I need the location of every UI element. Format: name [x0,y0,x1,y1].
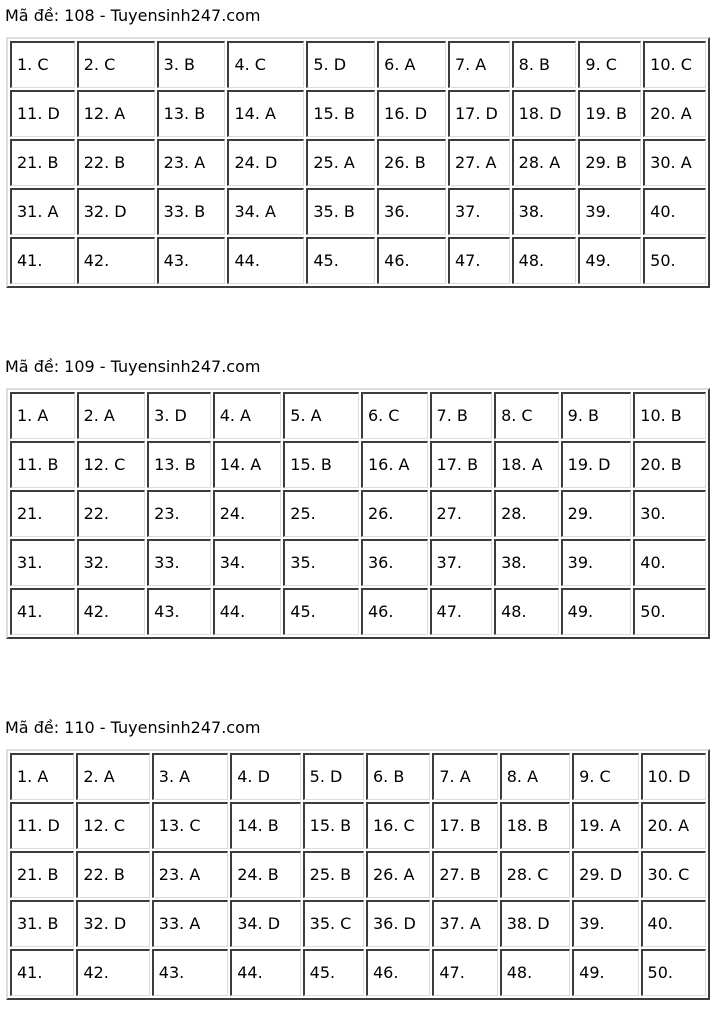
answer-cell: 24. D [227,139,304,186]
answer-cell: 19. A [572,802,638,849]
answer-cell: 29. D [572,851,638,898]
table-row [10,139,706,186]
table-row [10,41,706,88]
answer-cell: 47. [448,237,510,284]
answer-cell: 2. A [76,753,149,800]
answer-cell: 5. D [303,753,364,800]
answer-cell: 28. A [512,139,577,186]
answer-cell: 15. B [303,802,364,849]
answer-cell: 29. [561,490,632,537]
answer-cell: 28. [494,490,559,537]
answer-cell: 19. B [578,90,641,137]
answer-cell: 50. [641,949,706,996]
answer-cell: 11. D [10,90,75,137]
answer-cell: 49. [572,949,638,996]
answer-cell: 3. B [157,41,226,88]
answer-cell: 18. A [494,441,559,488]
answer-cell: 48. [512,237,577,284]
answer-cell: 5. D [306,41,375,88]
answer-cell: 21. B [10,851,74,898]
answer-cell: 41. [10,237,75,284]
answer-cell: 9. C [578,41,641,88]
answer-cell: 20. B [633,441,706,488]
answer-cell: 45. [283,588,359,635]
answer-cell: 6. A [377,41,446,88]
answer-cell: 30. A [643,139,706,186]
answer-cell: 36. D [366,900,430,947]
answer-cell: 27. A [448,139,510,186]
answer-cell: 37. [448,188,510,235]
table-row [10,949,706,996]
answer-cell: 40. [633,539,706,586]
answer-cell: 15. B [283,441,359,488]
answer-cell: 42. [77,588,146,635]
answer-cell: 18. B [500,802,570,849]
answer-cell: 32. D [77,188,155,235]
answer-cell: 26. [361,490,428,537]
answer-cell: 25. B [303,851,364,898]
answer-cell: 9. B [561,392,632,439]
answer-cell: 46. [361,588,428,635]
table-row [10,588,706,635]
answer-cell: 40. [643,188,706,235]
answer-cell: 7. B [430,392,493,439]
answer-cell: 31. [10,539,75,586]
answer-cell: 14. A [213,441,282,488]
answer-cell: 45. [303,949,364,996]
answer-cell: 3. D [147,392,211,439]
answer-cell: 15. B [306,90,375,137]
answer-cell: 8. A [500,753,570,800]
answer-cell: 22. B [77,139,155,186]
answer-cell: 32. [77,539,146,586]
answer-cell: 36. [377,188,446,235]
answer-cell: 2. C [77,41,155,88]
answer-cell: 43. [147,588,211,635]
answer-cell: 44. [227,237,304,284]
table-row [10,392,706,439]
answer-cell: 25. [283,490,359,537]
table-row [10,753,706,800]
answer-cell: 37. A [432,900,497,947]
answer-cell: 13. B [157,90,226,137]
answer-table [6,388,710,639]
answer-cell: 24. [213,490,282,537]
answer-cell: 9. C [572,753,638,800]
answer-cell: 30. C [641,851,706,898]
answer-cell: 45. [306,237,375,284]
answer-cell: 4. D [230,753,300,800]
answer-cell: 40. [641,900,706,947]
answer-cell: 11. B [10,441,75,488]
answer-cell: 13. C [152,802,228,849]
table-row [10,900,706,947]
answer-cell: 38. [512,188,577,235]
section-title: Mã đề: 110 - Tuyensinh247.com [5,718,261,737]
table-row [10,490,706,537]
answer-cell: 25. A [306,139,375,186]
answer-cell: 22. [77,490,146,537]
answer-cell: 23. [147,490,211,537]
answer-cell: 6. C [361,392,428,439]
answer-cell: 43. [152,949,228,996]
section-title: Mã đề: 108 - Tuyensinh247.com [5,6,261,25]
answer-cell: 48. [500,949,570,996]
answer-cell: 6. B [366,753,430,800]
answer-cell: 12. A [77,90,155,137]
answer-cell: 35. [283,539,359,586]
answer-cell: 17. B [430,441,493,488]
answer-cell: 39. [561,539,632,586]
answer-cell: 34. [213,539,282,586]
answer-cell: 33. A [152,900,228,947]
answer-cell: 47. [432,949,497,996]
answer-cell: 10. B [633,392,706,439]
answer-cell: 34. D [230,900,300,947]
answer-cell: 7. A [432,753,497,800]
answer-cell: 27. [430,490,493,537]
answer-table [6,749,710,1000]
answer-cell: 35. B [306,188,375,235]
answer-table [6,37,710,288]
table-row [10,188,706,235]
answer-cell: 12. C [77,441,146,488]
section-title: Mã đề: 109 - Tuyensinh247.com [5,357,261,376]
answer-cell: 10. C [643,41,706,88]
answer-cell: 1. A [10,753,74,800]
answer-cell: 33. B [157,188,226,235]
answer-cell: 32. D [76,900,149,947]
answer-cell: 50. [643,237,706,284]
answer-cell: 44. [213,588,282,635]
answer-cell: 4. A [213,392,282,439]
answer-cell: 47. [430,588,493,635]
answer-cell: 1. A [10,392,75,439]
answer-cell: 49. [578,237,641,284]
answer-cell: 17. B [432,802,497,849]
answer-cell: 16. C [366,802,430,849]
answer-cell: 8. C [494,392,559,439]
answer-cell: 46. [366,949,430,996]
answer-cell: 48. [494,588,559,635]
answer-cell: 29. B [578,139,641,186]
answer-cell: 23. A [152,851,228,898]
answer-cell: 27. B [432,851,497,898]
answer-cell: 14. A [227,90,304,137]
answer-cell: 16. D [377,90,446,137]
answer-cell: 36. [361,539,428,586]
answer-cell: 20. A [643,90,706,137]
answer-cell: 26. A [366,851,430,898]
answer-cell: 46. [377,237,446,284]
answer-cell: 7. A [448,41,510,88]
answer-cell: 35. C [303,900,364,947]
answer-cell: 30. [633,490,706,537]
table-row [10,802,706,849]
answer-cell: 16. A [361,441,428,488]
answer-cell: 11. D [10,802,74,849]
answer-cell: 26. B [377,139,446,186]
answer-cell: 18. D [512,90,577,137]
answer-cell: 12. C [76,802,149,849]
answer-cell: 43. [157,237,226,284]
answer-cell: 21. [10,490,75,537]
answer-cell: 1. C [10,41,75,88]
answer-cell: 10. D [641,753,706,800]
answer-cell: 19. D [561,441,632,488]
answer-cell: 41. [10,949,74,996]
table-row [10,237,706,284]
answer-cell: 38. D [500,900,570,947]
answer-cell: 20. A [641,802,706,849]
answer-cell: 8. B [512,41,577,88]
answer-cell: 39. [572,900,638,947]
answer-cell: 17. D [448,90,510,137]
table-row [10,851,706,898]
answer-cell: 39. [578,188,641,235]
answer-cell: 23. A [157,139,226,186]
answer-cell: 24. B [230,851,300,898]
answer-cell: 13. B [147,441,211,488]
answer-cell: 41. [10,588,75,635]
answer-cell: 44. [230,949,300,996]
answer-cell: 34. A [227,188,304,235]
answer-cell: 31. A [10,188,75,235]
answer-cell: 21. B [10,139,75,186]
answer-cell: 22. B [76,851,149,898]
answer-cell: 14. B [230,802,300,849]
answer-cell: 5. A [283,392,359,439]
answer-cell: 31. B [10,900,74,947]
answer-cell: 49. [561,588,632,635]
answer-cell: 4. C [227,41,304,88]
answer-cell: 3. A [152,753,228,800]
answer-cell: 2. A [77,392,146,439]
answer-cell: 37. [430,539,493,586]
answer-cell: 38. [494,539,559,586]
answer-cell: 28. C [500,851,570,898]
table-row [10,441,706,488]
table-row [10,539,706,586]
answer-cell: 50. [633,588,706,635]
table-row [10,90,706,137]
answer-cell: 42. [77,237,155,284]
answer-cell: 42. [76,949,149,996]
answer-cell: 33. [147,539,211,586]
